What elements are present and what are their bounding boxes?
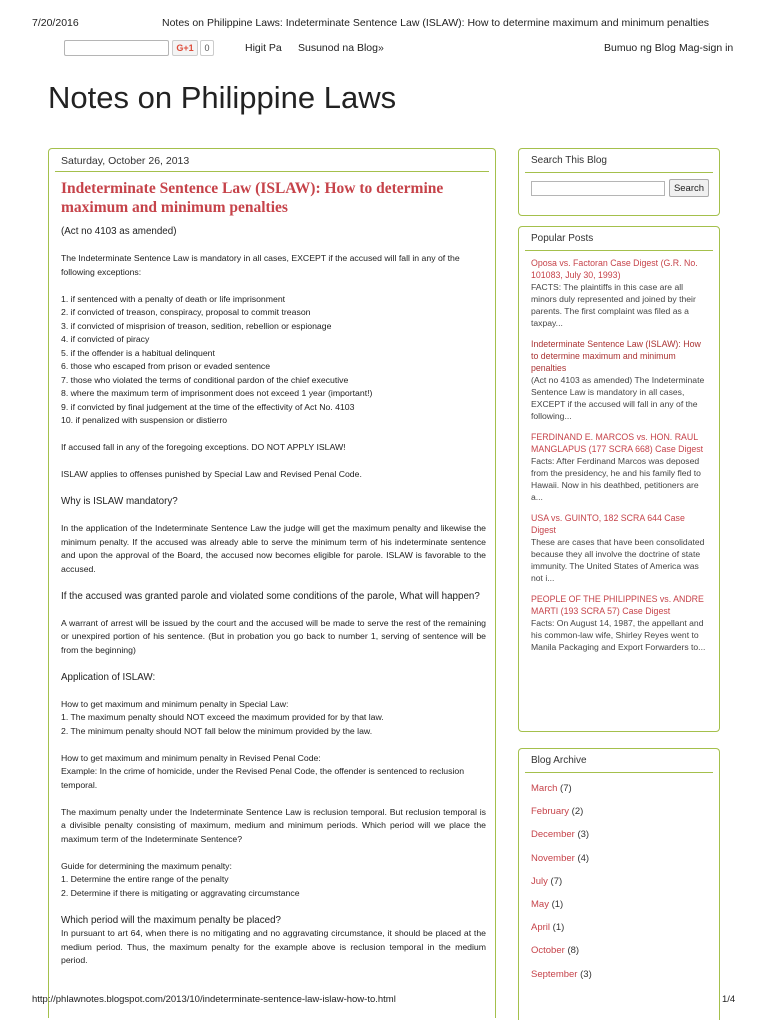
archive-count: (7) <box>550 875 563 887</box>
archive-month-link[interactable]: May <box>531 898 549 910</box>
blog-title[interactable]: Notes on Philippine Laws <box>48 80 397 115</box>
archive-month-link[interactable]: October <box>531 945 565 957</box>
next-blog-link[interactable]: Higit Pa <box>245 42 282 54</box>
google-plus-button[interactable]: G+1 <box>172 40 198 56</box>
search-widget <box>518 148 720 216</box>
max-penalty-paragraph: The maximum penalty under the Indeterminate Sentence Law is reclusion temporal. But reclusion temporal is a divisible penalty consisting of maximum, medium and minimum periods. Which period will we place the maximum term of the Indeterminate Sentence? <box>61 806 486 844</box>
post-container <box>48 148 496 1018</box>
which-period-question: Which period will the maximum penalty be placed? <box>61 914 281 926</box>
exception-item: 4. if convicted of piracy <box>61 334 150 344</box>
rpc-section <box>61 752 486 793</box>
applies-to-paragraph: ISLAW applies to offenses punished by Special Law and Revised Penal Code. <box>61 469 362 479</box>
archive-count: (2) <box>571 806 584 818</box>
popular-posts-list <box>519 251 719 668</box>
post-title[interactable]: Indeterminate Sentence Law (ISLAW): How to determine maximum and minimum penalties <box>61 180 444 216</box>
archive-month-link[interactable]: March <box>531 783 558 794</box>
exception-item: 1. if sentenced with a penalty of death or life imprisonment <box>61 293 286 304</box>
exception-item: 3. if convicted of misprision of treason, sedition, rebellion or espionage <box>61 320 332 331</box>
guide-section <box>61 860 486 901</box>
popular-post-snippet: (Act no 4103 as amended) The Indeterminate Sentence Law is mandatory in all cases, EXCEPT if the accused will fall in any of the following... <box>531 375 705 421</box>
special-law-heading: How to get maximum and minimum penalty in Special Law: <box>61 698 289 709</box>
archive-count: (4) <box>577 852 590 864</box>
archive-month-link[interactable]: April <box>531 922 551 934</box>
archive-item <box>531 823 707 846</box>
archive-item <box>531 847 707 870</box>
archive-count: (3) <box>577 829 590 841</box>
popular-post-item <box>531 512 707 584</box>
guide-item: 1. Determine the entire range of the penalty <box>61 874 229 884</box>
archive-month-link[interactable]: February <box>531 806 570 818</box>
special-law-section <box>61 698 486 739</box>
archive-month-link[interactable]: September <box>531 968 578 980</box>
archive-item <box>531 870 707 893</box>
which-period-answer: In pursuant to art 64, when there is no mitigating and no aggravating circumstance, it should be placed at the medium period. Thus, the maximum penalty for the example above is reclusion temporal in the medium period. <box>61 928 486 965</box>
archive-month-link[interactable]: November <box>531 852 575 864</box>
popular-post-item <box>531 431 707 503</box>
blogger-navbar <box>0 38 768 60</box>
popular-post-link[interactable]: Oposa vs. Factoran Case Digest (G.R. No. 101083, July 30, 1993) <box>531 258 698 280</box>
archive-item <box>531 800 707 823</box>
exceptions-list <box>61 293 486 428</box>
blog-archive-list <box>519 773 719 990</box>
search-button[interactable]: Search <box>669 179 709 197</box>
archive-item <box>531 893 707 916</box>
which-period-section <box>61 914 486 968</box>
rpc-example: Example: In the crime of homicide, under the Revised Penal Code, the offender is sentenced to reclusion temporal. <box>61 766 465 790</box>
exception-item: 2. if convicted of treason, conspiracy, proposal to commit treason <box>61 307 311 317</box>
print-date: 7/20/2016 <box>32 17 79 29</box>
popular-post-snippet: Facts: After Ferdinand Marcos was deposed from the presidency, he and his family fled to Hawaii. Now in his deathbed, petitioners are a... <box>531 456 701 502</box>
search-input[interactable] <box>531 181 665 196</box>
sign-in-link[interactable]: Mag-sign in <box>679 42 734 54</box>
parole-question: If the accused was granted parole and violated some conditions of the parole, What will happen? <box>61 590 480 602</box>
post-body <box>61 225 486 968</box>
archive-item <box>531 963 707 986</box>
popular-post-snippet: Facts: On August 14, 1987, the appellant and his common-law wife, Shirley Reyes went to Manila Packaging and Export Forwarders to... <box>531 618 706 652</box>
act-note: (Act no 4103 as amended) <box>61 226 177 237</box>
archive-count: (8) <box>567 945 580 957</box>
parole-answer: A warrant of arrest will be issued by the court and the accused will be made to serve the rest of the remaining or unexpired portion of his sentence. (But in probation you go back to number 1, serving of sentence will be from the beginning) <box>61 617 486 655</box>
archive-item <box>531 916 707 939</box>
blog-archive-widget <box>518 748 720 1020</box>
popular-post-link[interactable]: FERDINAND E. MARCOS vs. HON. RAUL MANGLAPUS (177 SCRA 668) Case Digest <box>531 432 704 454</box>
exception-item: 7. those who violated the terms of conditional pardon of the chief executive <box>61 374 349 385</box>
special-law-item: 2. The minimum penalty should NOT fall below the minimum provided by the law. <box>61 725 373 736</box>
guide-item: 2. Determine if there is mitigating or aggravating circumstance <box>61 887 300 898</box>
google-plus-count: 0 <box>200 40 214 56</box>
popular-posts-widget <box>518 226 720 732</box>
archive-count: (1) <box>551 898 564 910</box>
archive-count: (3) <box>580 968 592 980</box>
popular-post-item <box>531 593 707 653</box>
archive-count: (7) <box>560 783 572 794</box>
popular-post-snippet: These are cases that have been consolidated because they all involve the doctrine of state immunity. The United States of America was not i... <box>531 537 705 583</box>
print-page-number: 1/4 <box>722 994 736 1005</box>
exception-item: 5. if the offender is a habitual delinquent <box>61 347 215 358</box>
popular-post-link[interactable]: USA vs. GUINTO, 182 SCRA 644 Case Digest <box>531 513 685 535</box>
post-date-divider <box>55 171 489 172</box>
rpc-heading: How to get maximum and minimum penalty in Revised Penal Code: <box>61 752 321 763</box>
search-form <box>519 173 719 215</box>
why-mandatory-question: Why is ISLAW mandatory? <box>61 496 178 507</box>
special-law-item: 1. The maximum penalty should NOT exceed the maximum provided for by that law. <box>61 712 384 722</box>
archive-item <box>531 777 707 800</box>
archive-month-link[interactable]: July <box>531 875 548 887</box>
print-page-title: Notes on Philippine Laws: Indeterminate Sentence Law (ISLAW): How to determine maximum and minimum penalties <box>162 17 710 29</box>
print-url: http://phlawnotes.blogspot.com/2013/10/indeterminate-sentence-law-islaw-how-to.html <box>32 994 396 1005</box>
create-blog-link[interactable]: Bumuo ng Blog <box>604 42 676 54</box>
follow-blog-link[interactable]: Susunod na Blog» <box>298 42 384 54</box>
guide-heading: Guide for determining the maximum penalty: <box>61 860 232 871</box>
popular-post-item <box>531 338 707 422</box>
do-not-apply-paragraph: If accused fall in any of the foregoing exceptions. DO NOT APPLY ISLAW! <box>61 442 346 452</box>
print-header <box>0 0 768 34</box>
post-date: Saturday, October 26, 2013 <box>61 155 190 167</box>
popular-post-snippet: FACTS: The plaintiffs in this case are all minors duly represented and joined by their parents. The first complaint was filed as a taxpay... <box>531 282 696 328</box>
popular-post-link[interactable]: PEOPLE OF THE PHILIPPINES vs. ANDRE MARTI (193 SCRA 57) Case Digest <box>531 594 704 616</box>
popular-posts-title: Popular Posts <box>525 227 713 251</box>
intro-paragraph: The Indeterminate Sentence Law is mandatory in all cases, EXCEPT if the accused will fall in any of the following exceptions: <box>61 253 460 277</box>
exception-item: 8. where the maximum term of imprisonment does not exceed 1 year (important!) <box>61 388 373 398</box>
archive-month-link[interactable]: December <box>531 829 575 841</box>
exception-item: 10. if penalized with suspension or distierro <box>61 415 228 425</box>
navbar-search-input[interactable] <box>64 40 169 56</box>
exception-item: 9. if convicted by final judgement at the time of the effectivity of Act No. 4103 <box>61 401 355 412</box>
archive-count: (1) <box>552 922 565 934</box>
popular-post-link[interactable]: Indeterminate Sentence Law (ISLAW): How to determine maximum and minimum penalties <box>531 339 701 373</box>
archive-item <box>531 939 707 962</box>
why-mandatory-answer: In the application of the Indeterminate Sentence Law the judge will get the maximum penalty and likewise the minimum penalty. If the accused was already able to serve the minimum term of his indeterminate sentence and upon the approval of the Board, the accused now becomes eligible for parole. ISLAW is favorable to the accused. <box>61 523 486 574</box>
popular-post-item <box>531 257 707 329</box>
blog-archive-title: Blog Archive <box>525 749 713 773</box>
application-heading: Application of ISLAW: <box>61 671 156 683</box>
search-widget-title: Search This Blog <box>525 149 713 173</box>
exception-item: 6. those who escaped from prison or evaded sentence <box>61 361 271 371</box>
